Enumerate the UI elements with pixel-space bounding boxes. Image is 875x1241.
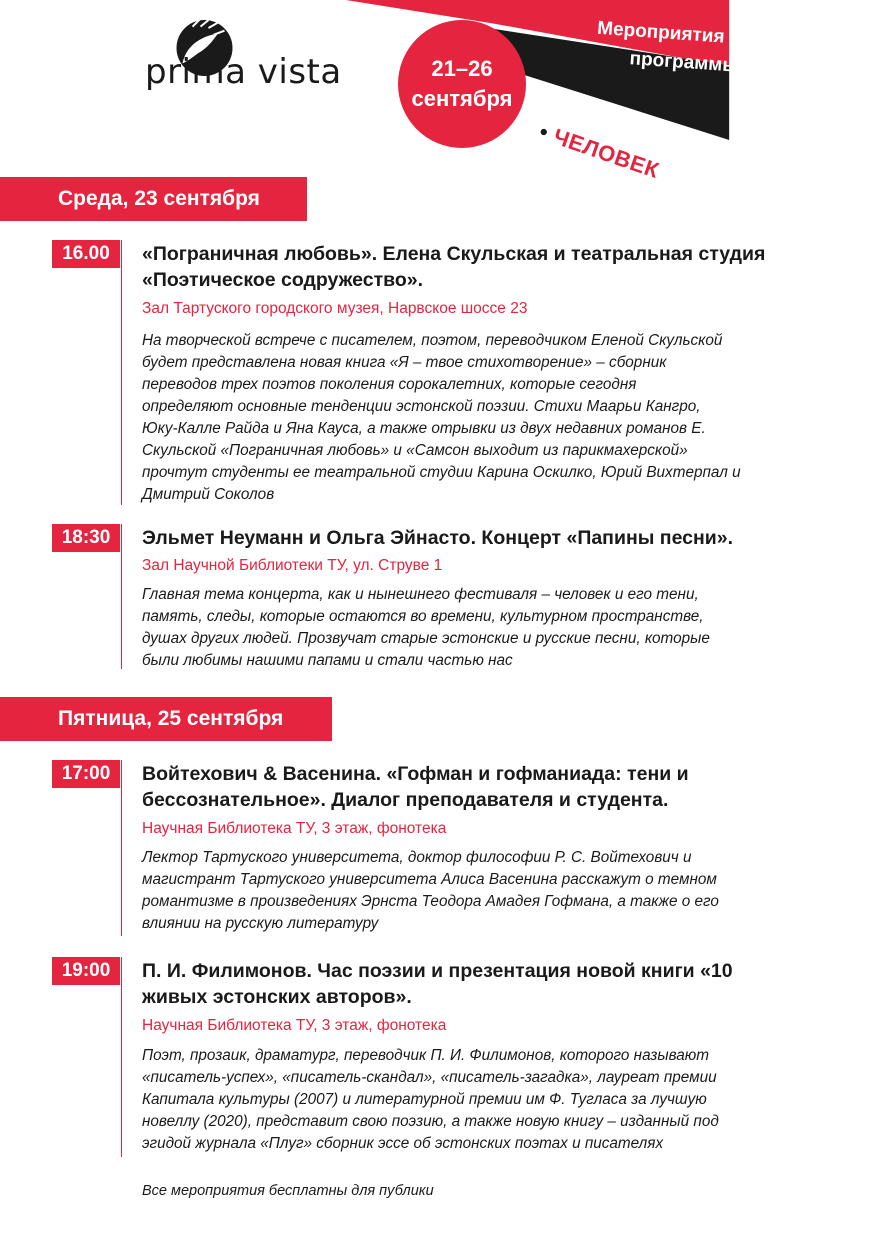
tagline-rest: И ЕГО ТЕНИ [660,161,799,230]
event-divider-line [121,957,122,1157]
desc-line: прочтут студенты ее театральной студии Карина Оскилко, Юрий Вихтерпал и [142,464,741,481]
desc-line: магистрант Тартуского университета Алиса Васенина расскажут о темном [142,871,717,888]
event-venue: Зал Тартуского городского музея, Нарвское шоссе 23 [142,300,528,317]
dates-range: 21–26 [431,56,493,81]
event-venue: Зал Научной Библиотеки ТУ, ул. Струве 1 [142,557,443,574]
event-description [142,1045,842,1155]
desc-line: романтизме в произведениях Эрнста Теодора Амадея Гофмана, а также о его [142,893,719,910]
event-title-line: живых эстонских авторов». [142,986,412,1008]
event-divider-line [121,240,122,505]
desc-line: Капитала культуры (2007) и литературной премии им Ф. Тугласа за лучшую [142,1091,707,1108]
event-title-line: Войтехович & Васенина. «Гофман и гофманиада: тени и [142,763,689,785]
desc-line: Поэт, прозаик, драматург, переводчик П. И. Филимонов, которого называют [142,1047,710,1064]
desc-line: будет представлена новая книга «Я – твое стихотворение» – сборник [142,354,667,371]
event-title [142,525,832,551]
desc-line: Юку-Калле Райда и Яна Кауса, а также отрывки из двух недавних романов Е. [142,420,706,437]
event-title-line: бессознательное». Диалог преподавателя и студента. [142,789,669,811]
desc-line: влиянии на русскую литературу [142,915,379,932]
desc-line: определяют основные тенденции эстонской поэзии. Стихи Маарьи Кангро, [142,398,701,415]
event-divider-line [121,524,122,669]
event-description [142,584,842,672]
dates-month: сентября [411,86,513,111]
event-title-line: «Пограничная любовь». Елена Скульская и театральная студия [142,243,766,265]
desc-line: были любимы нашими папами и стали частью нас [142,652,513,669]
banner-title-line2: программы [628,48,740,77]
footer-note: Все мероприятия бесплатны для публики [142,1183,434,1199]
event-venue: Научная Библиотека ТУ, 3 этаж, фонотека [142,820,447,837]
dates-circle-badge [398,20,526,148]
tagline-bullet: • [536,118,552,146]
tagline-red-word: ЧЕЛОВЕК [550,123,663,184]
desc-line: эгидой журнала «Плуг» сборник эссе об эстонских поэтах и писателях [142,1135,664,1152]
event-title-line: П. И. Филимонов. Час поэзии и презентация новой книги «10 [142,960,733,982]
desc-line: Скульской «Пограничная любовь» и «Самсон выходит из парикмахерской» [142,442,688,459]
banner-title-line1: Мероприятия русской [596,17,806,54]
brand-name: prima vista [145,52,342,92]
desc-line: Лектор Тартуского университета, доктор философии Р. С. Войтехович и [142,849,692,866]
event-title [142,761,832,813]
day-header-friday: Пятница, 25 сентября [0,697,332,741]
event-title-line: Эльмет Неуманн и Ольга Эйнасто. Концерт «Папины песни». [142,527,734,549]
event-time-badge: 18:30 [52,524,120,552]
desc-line: Главная тема концерта, как и нынешнего фестиваля – человек и его тени, [142,586,699,603]
event-description [142,330,842,506]
desc-line: «писатель-успех», «писатель-скандал», «писатель-загадка», лауреат премии [142,1069,717,1086]
event-title [142,958,832,1010]
desc-line: Дмитрий Соколов [142,486,275,503]
desc-line: новеллу (2020), представит свою поэзию, а также новую книгу – изданный под [142,1113,719,1130]
event-time-badge: 16.00 [52,240,120,268]
desc-line: На творческой встрече с писателем, поэтом, переводчиком Еленой Скульской [142,332,723,349]
day-header-wednesday: Среда, 23 сентября [0,177,307,221]
event-time-badge: 19:00 [52,957,120,985]
desc-line: память, следы, которые остаются во времени, культурном пространстве, [142,608,704,625]
event-description [142,847,842,935]
event-time-badge: 17:00 [52,760,120,788]
event-venue: Научная Библиотека ТУ, 3 этаж, фонотека [142,1017,447,1034]
desc-line: душах других людей. Прозвучат старые эстонские и русские песни, которые [142,630,710,647]
event-title [142,241,832,293]
event-title-line: «Поэтическое содружество». [142,269,424,291]
event-divider-line [121,760,122,936]
desc-line: переводов трех поэтов поколения сорокалетних, которые сегодня [142,376,637,393]
